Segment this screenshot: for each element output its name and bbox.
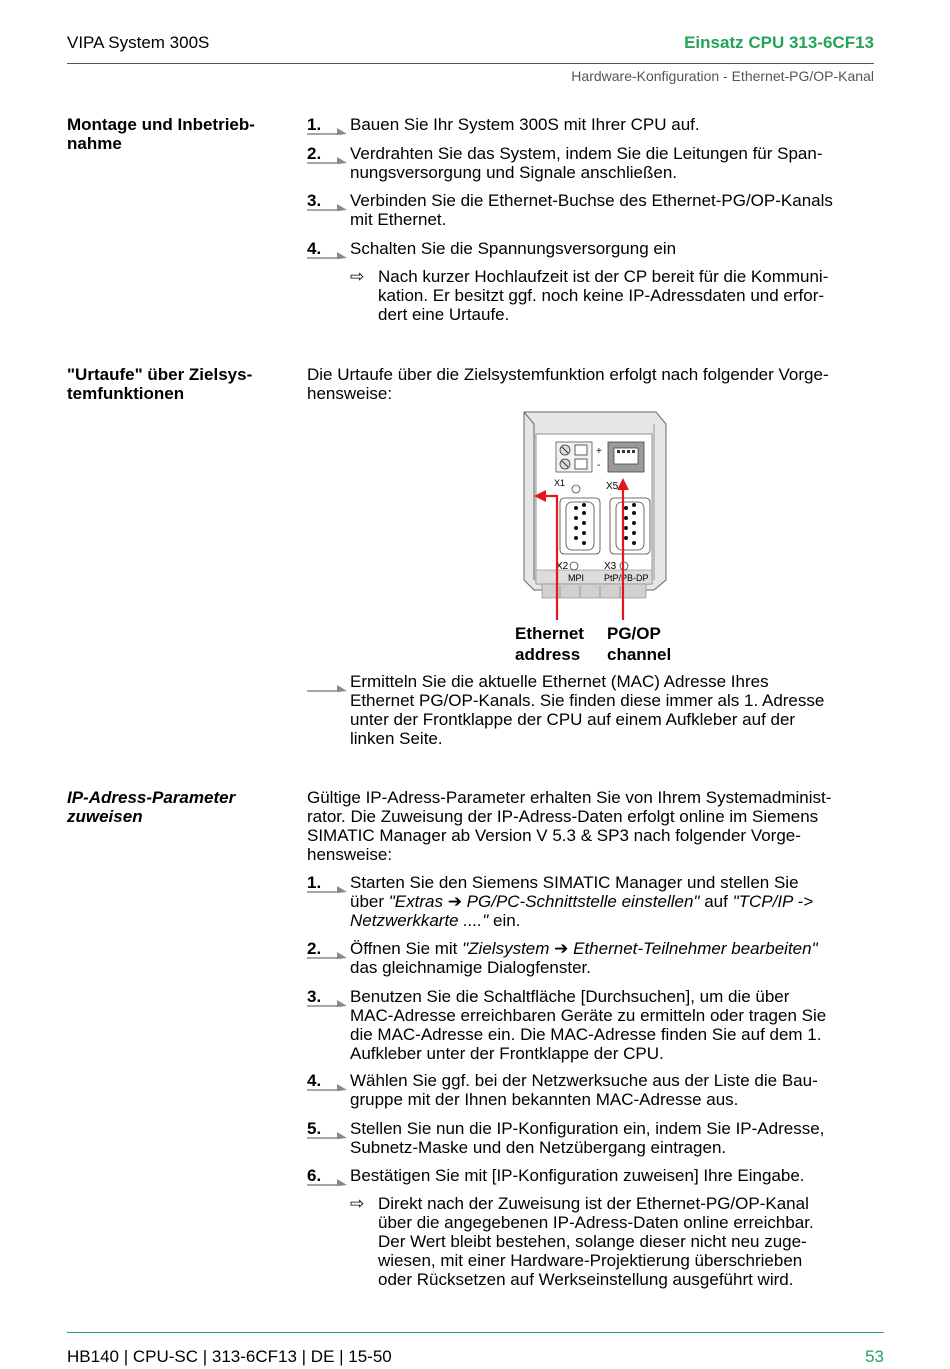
footer-divider xyxy=(67,1332,884,1333)
result-arrow-icon: ⇨ xyxy=(350,267,365,286)
port-label-x1: X1 xyxy=(554,478,566,488)
step-text-line: das gleichnamige Dialogfenster. xyxy=(350,958,591,977)
step-arrow-icon xyxy=(307,682,347,692)
step-text-line: Starten Sie den Siemens SIMATIC Manager und stellen Sie xyxy=(350,873,799,892)
section-intro: Gültige IP-Adress-Parameter erhalten Sie von Ihrem Systemadminist- rator. Die Zuweisung der IP-Adress-Daten erfolgt online im Siemens SIMATIC Manager ab Version V 5.3 & SP3 nach folgender Vorge- hensweise: xyxy=(307,788,832,864)
step-number: 4. xyxy=(307,1071,322,1090)
step-text-line: Öffnen Sie mit "Zielsystem ➔ Ethernet-Teilnehmer bearbeiten" xyxy=(350,939,818,958)
port-label-x3: X3 xyxy=(604,561,617,572)
step-text: Schalten Sie die Spannungsversorgung ein xyxy=(350,239,677,258)
step-text xyxy=(350,939,887,977)
step-text: Stellen Sie nun die IP-Konfiguration ein, indem Sie IP-Adresse, Subnetz-Maske und den Netzübergang eintragen. xyxy=(350,1119,825,1157)
step-number: 1. xyxy=(307,873,322,892)
result-item xyxy=(350,267,880,324)
step-item xyxy=(307,239,887,258)
step-item xyxy=(307,873,887,930)
step-item xyxy=(307,1071,887,1109)
step-item xyxy=(307,1166,887,1185)
port-label-x5: X5 xyxy=(606,481,619,492)
step-number: 3. xyxy=(307,191,322,210)
step-text: Verdrahten Sie das System, indem Sie die Leitungen für Span- nungsversorgung und Signale anschließen. xyxy=(350,144,823,182)
section-heading-montage: Montage und Inbetrieb- nahme xyxy=(67,115,255,153)
figure-label-pgop-channel: PG/OP channel xyxy=(607,624,672,664)
step-arrow-icon xyxy=(307,125,347,135)
step-text: Benutzen Sie die Schaltfläche [Durchsuchen], um die über MAC-Adresse erreichbaren Geräte zu ermitteln oder tragen Sie die MAC-Adresse ein. Die MAC-Adresse finden Sie auf dem 1. Aufkleber unter der Frontklappe der CPU. xyxy=(350,987,827,1063)
step-item xyxy=(307,987,887,1063)
step-text-line: über "Extras ➔ PG/PC-Schnittstelle einstellen" auf "TCP/IP -> xyxy=(350,892,814,911)
step-text: Wählen Sie ggf. bei der Netzwerksuche aus der Liste die Bau- gruppe mit der Ihnen bekannten MAC-Adresse aus. xyxy=(350,1071,818,1109)
port-label-x2: X2 xyxy=(556,561,569,572)
step-arrow-icon xyxy=(307,249,347,259)
power-minus-label: - xyxy=(597,460,601,471)
step-number: 4. xyxy=(307,239,322,258)
step-item xyxy=(307,939,887,977)
step-arrow-icon xyxy=(307,997,347,1007)
step-text: Verbinden Sie die Ethernet-Buchse des Ethernet-PG/OP-Kanals mit Ethernet. xyxy=(350,191,833,229)
step-number: 6. xyxy=(307,1166,322,1185)
step-number: 2. xyxy=(307,144,322,163)
step-arrow-icon xyxy=(307,154,347,164)
step-arrow-icon xyxy=(307,883,347,893)
result-text: Nach kurzer Hochlaufzeit ist der CP bereit für die Kommuni- kation. Er besitzt ggf. noch keine IP-Adressdaten und erfor- dert eine Urtaufe. xyxy=(378,267,829,324)
step-arrow-icon xyxy=(307,1129,347,1139)
step-item xyxy=(307,672,887,748)
step-text-line: Netzwerkkarte ...." ein. xyxy=(350,911,521,930)
header-chapter: Einsatz CPU 313-6CF13 xyxy=(684,33,874,52)
port-label-ptp: PtP/PB-DP xyxy=(604,573,649,583)
step-item xyxy=(307,144,887,182)
step-number: 1. xyxy=(307,115,322,134)
step-number: 3. xyxy=(307,987,322,1006)
section-heading-urtaufe: "Urtaufe" über Zielsys- temfunktionen xyxy=(67,365,253,403)
step-arrow-icon xyxy=(307,949,347,959)
result-item xyxy=(350,1194,880,1289)
section-intro: Die Urtaufe über die Zielsystemfunktion erfolgt nach folgender Vorge- hensweise: xyxy=(307,365,829,403)
step-number: 2. xyxy=(307,939,322,958)
cpu-front-panel-figure xyxy=(520,410,670,620)
figure-label-ethernet-address: Ethernet address xyxy=(515,624,584,664)
menu-arrow-icon: ➔ xyxy=(447,892,462,911)
step-item xyxy=(307,1119,887,1157)
footer-manual-id: HB140 | CPU-SC | 313-6CF13 | DE | 15-50 xyxy=(67,1347,392,1366)
header-product: VIPA System 300S xyxy=(67,33,210,52)
step-arrow-icon xyxy=(307,201,347,211)
result-arrow-icon: ⇨ xyxy=(350,1194,365,1213)
step-arrow-icon xyxy=(307,1176,347,1186)
step-number: 5. xyxy=(307,1119,322,1138)
step-item xyxy=(307,191,887,229)
step-text: Bestätigen Sie mit [IP-Konfiguration zuweisen] Ihre Eingabe. xyxy=(350,1166,805,1185)
step-text: Ermitteln Sie die aktuelle Ethernet (MAC) Adresse Ihres Ethernet PG/OP-Kanals. Sie finden diese immer als 1. Adresse unter der Frontklappe der CPU auf einem Aufkleber auf der linken Seite. xyxy=(350,672,825,748)
section-heading-ip-parameter: IP-Adress-Parameter zuweisen xyxy=(67,788,236,826)
header-divider xyxy=(67,63,874,64)
result-text: Direkt nach der Zuweisung ist der Ethernet-PG/OP-Kanal über die angegebenen IP-Adress-Daten online erreichbar. Der Wert bleibt bestehen, solange dieser nicht neu zuge- wiesen, mit einer Hardware-Projektierung überschrieben oder Rücksetzen auf Werkseinstellung ausgeführt wird. xyxy=(378,1194,814,1289)
step-arrow-icon xyxy=(307,1081,347,1091)
step-item xyxy=(307,115,887,134)
header-section: Hardware-Konfiguration - Ethernet-PG/OP-Kanal xyxy=(571,68,874,84)
step-text xyxy=(350,873,887,930)
page-number: 53 xyxy=(865,1347,884,1366)
menu-arrow-icon: ➔ xyxy=(554,939,569,958)
port-label-mpi: MPI xyxy=(568,573,585,583)
step-text: Bauen Sie Ihr System 300S mit Ihrer CPU auf. xyxy=(350,115,700,134)
power-plus-label: + xyxy=(596,446,602,457)
